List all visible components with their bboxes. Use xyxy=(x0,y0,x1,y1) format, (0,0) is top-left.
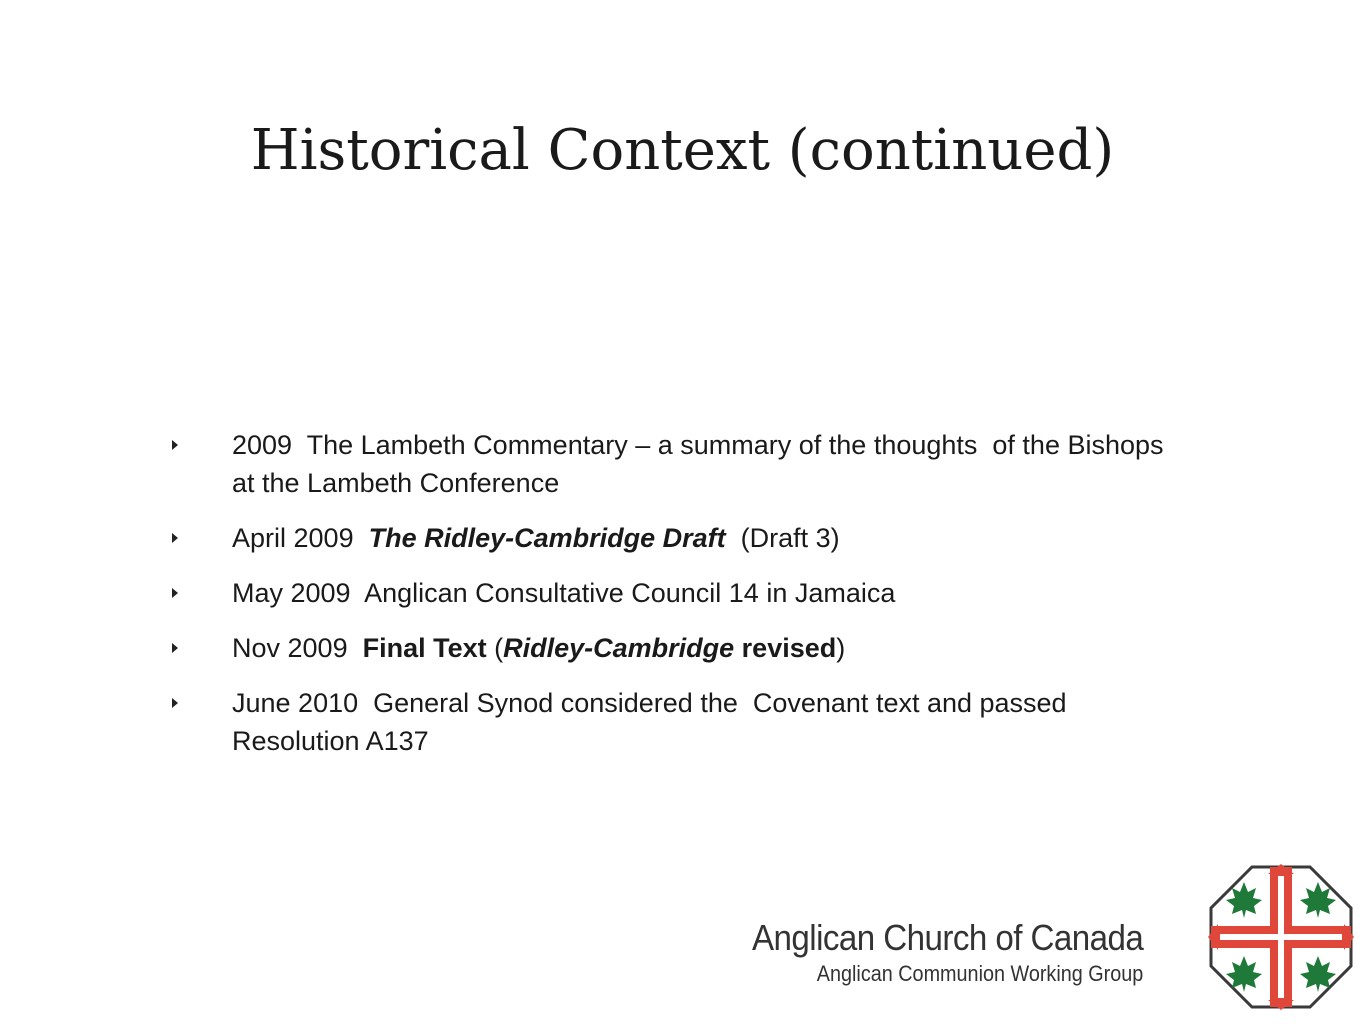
bullet-item xyxy=(172,574,1182,612)
logo-wordmark xyxy=(752,916,1192,988)
bullet-text: (Draft 3) xyxy=(725,523,840,553)
bullet-item xyxy=(172,684,1182,760)
bullet-text: June 2010 General Synod considered the Covenant text and passed Resolution A137 xyxy=(232,688,1075,756)
bullet-text: revised xyxy=(734,633,837,663)
bullet-text: May 2009 Anglican Consultative Council 14 in Jamaica xyxy=(232,578,896,608)
bullet-item xyxy=(172,519,1182,557)
slide-title: Historical Context (continued) xyxy=(250,118,1115,183)
bullet-list xyxy=(172,426,1182,777)
bullet-arrow-icon xyxy=(172,533,178,543)
bullet-item xyxy=(172,629,1182,667)
bullet-arrow-icon xyxy=(172,698,178,708)
bullet-text: 2009 The Lambeth Commentary – a summary of the thoughts of the Bishops at the Lambeth Conference xyxy=(232,430,1172,498)
bullet-arrow-icon xyxy=(172,440,178,450)
bullet-text: Final Text xyxy=(362,633,487,663)
logo-subtitle: Anglican Communion Working Group xyxy=(816,961,1144,986)
bullet-text: ( xyxy=(486,633,504,663)
bullet-text: April 2009 xyxy=(232,523,369,553)
bullet-text: The Ridley-Cambridge Draft xyxy=(368,523,726,553)
logo-name: Anglican Church of Canada xyxy=(752,917,1144,958)
compass-rose-cross-maple-leaf-icon xyxy=(1208,864,1354,1010)
bullet-text: Nov 2009 xyxy=(232,633,363,663)
bullet-text: ) xyxy=(836,633,846,663)
bullet-arrow-icon xyxy=(172,643,178,653)
bullet-arrow-icon xyxy=(172,588,178,598)
bullet-text: Ridley-Cambridge xyxy=(503,633,735,663)
bullet-item xyxy=(172,426,1182,502)
